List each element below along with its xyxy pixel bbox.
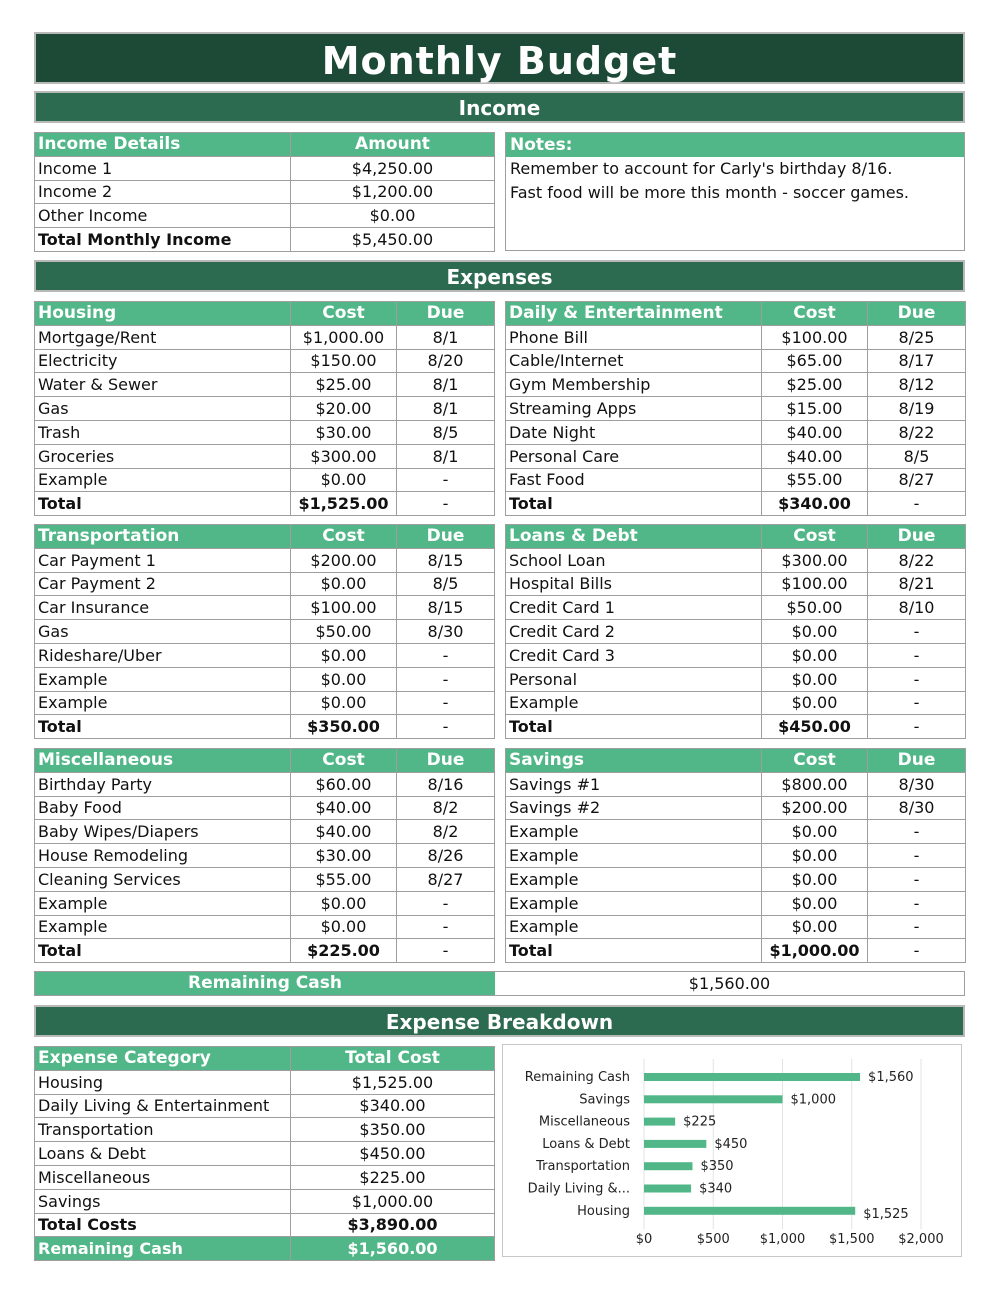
- x-tick-label: $500: [696, 1232, 730, 1247]
- total-row: [506, 939, 966, 963]
- data-label: $450: [714, 1136, 748, 1152]
- expense-cost: $0.00: [762, 667, 868, 691]
- notes-header: Notes:: [506, 133, 964, 157]
- miscellaneous-table: [34, 748, 495, 963]
- total-due: -: [868, 939, 966, 963]
- income-label: Other Income: [35, 204, 291, 228]
- expense-cost: $0.00: [762, 891, 868, 915]
- expense-label: Baby Food: [35, 796, 291, 820]
- expense-label: Gym Membership: [506, 373, 762, 397]
- expense-label: Fast Food: [506, 468, 762, 492]
- expense-label: Example: [35, 891, 291, 915]
- category-label: Miscellaneous: [35, 1165, 291, 1189]
- expense-due: 8/1: [397, 373, 495, 397]
- expense-cost: $40.00: [762, 420, 868, 444]
- expense-cost: $0.00: [291, 915, 397, 939]
- table-row: [506, 397, 966, 421]
- expense-due: 8/17: [868, 349, 966, 373]
- total-label: Total: [506, 939, 762, 963]
- income-table: [34, 132, 495, 252]
- expense-due: 8/2: [397, 796, 495, 820]
- expense-cost: $60.00: [291, 772, 397, 796]
- expense-cost: $100.00: [291, 596, 397, 620]
- expense-due: 8/1: [397, 444, 495, 468]
- expense-label: Trash: [35, 420, 291, 444]
- expense-due: -: [868, 691, 966, 715]
- expense-label: Gas: [35, 397, 291, 421]
- section-header: Savings: [506, 749, 762, 773]
- expense-cost: $30.00: [291, 844, 397, 868]
- table-row: [506, 620, 966, 644]
- category-label: Transportation: [35, 1118, 291, 1142]
- savings-table: [505, 748, 966, 963]
- section-header: Loans & Debt: [506, 525, 762, 549]
- category-cost: $1,525.00: [291, 1070, 495, 1094]
- total-cost: $340.00: [762, 492, 868, 516]
- total-costs-value: $3,890.00: [291, 1213, 495, 1237]
- loans-debt-table: [505, 524, 966, 739]
- expense-due: -: [397, 468, 495, 492]
- expense-label: Savings #2: [506, 796, 762, 820]
- bar: [644, 1185, 691, 1193]
- expense-due: -: [397, 891, 495, 915]
- table-row: [35, 915, 495, 939]
- breakdown-table: [34, 1046, 495, 1261]
- expense-cost: $15.00: [762, 397, 868, 421]
- expense-label: House Remodeling: [35, 844, 291, 868]
- expense-label: Birthday Party: [35, 772, 291, 796]
- expense-due: 8/1: [397, 325, 495, 349]
- income-amount: $0.00: [291, 204, 495, 228]
- total-label: Total: [506, 715, 762, 739]
- expense-due: -: [868, 643, 966, 667]
- table-row: [35, 180, 495, 204]
- total-due: -: [397, 492, 495, 516]
- expense-due: 8/30: [868, 772, 966, 796]
- table-row: [35, 349, 495, 373]
- due-header: Due: [868, 525, 966, 549]
- expense-label: Savings #1: [506, 772, 762, 796]
- table-row: [35, 867, 495, 891]
- expense-due: -: [868, 867, 966, 891]
- table-row: [506, 820, 966, 844]
- expense-label: Example: [506, 844, 762, 868]
- total-costs-row: [35, 1213, 495, 1237]
- expense-label: Example: [35, 691, 291, 715]
- expense-due: 8/22: [868, 548, 966, 572]
- table-row: [35, 772, 495, 796]
- total-income-label: Total Monthly Income: [35, 228, 291, 252]
- category-tick-label: Loans & Debt: [542, 1136, 630, 1152]
- housing-table: [34, 301, 495, 516]
- expense-label: Example: [35, 915, 291, 939]
- expense-cost: $0.00: [762, 691, 868, 715]
- expense-cost: $0.00: [762, 820, 868, 844]
- table-row: [35, 620, 495, 644]
- category-tick-label: Miscellaneous: [538, 1114, 630, 1130]
- expense-label: Electricity: [35, 349, 291, 373]
- table-row: [35, 1189, 495, 1213]
- table-row: [506, 349, 966, 373]
- section-header: Housing: [35, 302, 291, 326]
- expense-breakdown-chart: [502, 1044, 962, 1257]
- table-row: [506, 325, 966, 349]
- expense-due: -: [397, 691, 495, 715]
- category-label: Housing: [35, 1070, 291, 1094]
- table-row: [35, 548, 495, 572]
- table-row: [506, 867, 966, 891]
- expense-due: 8/5: [868, 444, 966, 468]
- expense-due: -: [397, 915, 495, 939]
- total-income-row: [35, 228, 495, 252]
- page-title: Monthly Budget: [34, 32, 965, 84]
- daily-entertainment-table: [505, 301, 966, 516]
- expense-cost: $0.00: [762, 867, 868, 891]
- expense-label: Gas: [35, 620, 291, 644]
- expense-label: Credit Card 2: [506, 620, 762, 644]
- expense-label: Example: [506, 891, 762, 915]
- transportation-table: [34, 524, 495, 739]
- expense-due: -: [397, 643, 495, 667]
- expense-cost: $65.00: [762, 349, 868, 373]
- expense-due: 8/26: [397, 844, 495, 868]
- table-row: [35, 397, 495, 421]
- bar-chart-svg: [503, 1045, 960, 1255]
- expenses-section-banner: Expenses: [34, 260, 965, 292]
- category-cost: $1,000.00: [291, 1189, 495, 1213]
- total-income-value: $5,450.00: [291, 228, 495, 252]
- income-amount: $4,250.00: [291, 156, 495, 180]
- category-cost: $450.00: [291, 1142, 495, 1166]
- expense-due: 8/21: [868, 572, 966, 596]
- expense-due: -: [868, 820, 966, 844]
- income-label: Income 2: [35, 180, 291, 204]
- expense-cost: $0.00: [291, 643, 397, 667]
- table-row: [35, 1165, 495, 1189]
- expense-due: 8/10: [868, 596, 966, 620]
- table-row: [35, 204, 495, 228]
- table-row: [35, 420, 495, 444]
- total-label: Total: [35, 939, 291, 963]
- section-header: Transportation: [35, 525, 291, 549]
- expense-cost: $800.00: [762, 772, 868, 796]
- expense-cost: $0.00: [762, 620, 868, 644]
- table-row: [506, 420, 966, 444]
- table-row: [506, 796, 966, 820]
- income-amount-header: Amount: [291, 133, 495, 157]
- remaining-cash-value: $1,560.00: [688, 974, 771, 993]
- total-cost: $450.00: [762, 715, 868, 739]
- table-row: [506, 691, 966, 715]
- due-header: Due: [397, 302, 495, 326]
- due-header: Due: [868, 302, 966, 326]
- expense-due: -: [868, 844, 966, 868]
- category-label: Daily Living & Entertainment: [35, 1094, 291, 1118]
- expense-label: Water & Sewer: [35, 373, 291, 397]
- table-row: [35, 1094, 495, 1118]
- expense-label: Baby Wipes/Diapers: [35, 820, 291, 844]
- bar: [644, 1207, 855, 1215]
- breakdown-remaining-label: Remaining Cash: [35, 1237, 291, 1261]
- breakdown-remaining-row: [35, 1237, 495, 1261]
- expense-due: 8/5: [397, 420, 495, 444]
- table-row: [35, 643, 495, 667]
- cost-header: Cost: [762, 302, 868, 326]
- cost-header: Cost: [762, 525, 868, 549]
- total-cost: $350.00: [291, 715, 397, 739]
- total-cost: $225.00: [291, 939, 397, 963]
- expense-due: -: [397, 667, 495, 691]
- total-cost: $1,000.00: [762, 939, 868, 963]
- x-tick-label: $1,500: [829, 1232, 875, 1247]
- total-label: Total: [35, 715, 291, 739]
- bar: [644, 1095, 783, 1103]
- notes-box: [505, 132, 965, 251]
- expense-cost: $0.00: [762, 915, 868, 939]
- income-section-banner: Income: [34, 91, 965, 123]
- table-row: [506, 643, 966, 667]
- total-label: Total: [506, 492, 762, 516]
- expense-cost: $25.00: [762, 373, 868, 397]
- expense-cost: $50.00: [291, 620, 397, 644]
- expense-due: -: [868, 915, 966, 939]
- category-tick-label: Remaining Cash: [524, 1070, 630, 1085]
- table-row: [35, 572, 495, 596]
- table-row: [35, 667, 495, 691]
- total-costs-label: Total Costs: [35, 1213, 291, 1237]
- expense-due: 8/15: [397, 596, 495, 620]
- table-row: [35, 1070, 495, 1094]
- expense-cost: $200.00: [762, 796, 868, 820]
- data-label: $225: [683, 1114, 717, 1130]
- expense-label: Phone Bill: [506, 325, 762, 349]
- total-row: [506, 715, 966, 739]
- expense-cost: $25.00: [291, 373, 397, 397]
- expense-label: Date Night: [506, 420, 762, 444]
- expense-due: 8/19: [868, 397, 966, 421]
- expense-cost: $0.00: [291, 667, 397, 691]
- total-row: [35, 715, 495, 739]
- category-label: Loans & Debt: [35, 1142, 291, 1166]
- expense-cost: $55.00: [762, 468, 868, 492]
- table-row: [35, 325, 495, 349]
- income-amount: $1,200.00: [291, 180, 495, 204]
- expense-label: Example: [506, 691, 762, 715]
- income-details-header: Income Details: [35, 133, 291, 157]
- remaining-cash-label: Remaining Cash: [35, 972, 495, 995]
- notes-line: Fast food will be more this month - soccer games.: [510, 183, 910, 202]
- cost-header: Cost: [762, 749, 868, 773]
- expense-due: -: [868, 667, 966, 691]
- table-row: [506, 572, 966, 596]
- expense-due: 8/2: [397, 820, 495, 844]
- expense-breakdown-banner: Expense Breakdown: [34, 1005, 965, 1037]
- table-row: [35, 1118, 495, 1142]
- x-tick-label: $2,000: [898, 1232, 944, 1247]
- bar: [644, 1162, 692, 1170]
- table-row: [506, 468, 966, 492]
- expense-label: Personal Care: [506, 444, 762, 468]
- expense-label: Car Insurance: [35, 596, 291, 620]
- expense-label: Credit Card 3: [506, 643, 762, 667]
- due-header: Due: [397, 525, 495, 549]
- expense-category-header: Expense Category: [35, 1047, 291, 1071]
- bar: [644, 1073, 860, 1081]
- table-row: [506, 373, 966, 397]
- bar: [644, 1118, 675, 1126]
- expense-due: 8/1: [397, 397, 495, 421]
- expense-due: 8/5: [397, 572, 495, 596]
- x-tick-label: $0: [635, 1232, 653, 1247]
- expense-due: 8/27: [397, 867, 495, 891]
- expense-label: Example: [506, 915, 762, 939]
- data-label: $1,525: [863, 1206, 909, 1222]
- category-tick-label: Daily Living &...: [527, 1181, 630, 1197]
- expense-cost: $1,000.00: [291, 325, 397, 349]
- expense-due: 8/25: [868, 325, 966, 349]
- expense-due: 8/22: [868, 420, 966, 444]
- table-row: [506, 548, 966, 572]
- total-row: [35, 939, 495, 963]
- expense-label: Personal: [506, 667, 762, 691]
- expense-cost: $40.00: [291, 796, 397, 820]
- total-cost-header: Total Cost: [291, 1047, 495, 1071]
- expense-label: Car Payment 2: [35, 572, 291, 596]
- table-row: [35, 156, 495, 180]
- expense-label: Example: [35, 667, 291, 691]
- expense-due: 8/12: [868, 373, 966, 397]
- table-row: [506, 891, 966, 915]
- table-row: [35, 468, 495, 492]
- table-row: [35, 691, 495, 715]
- table-row: [35, 1142, 495, 1166]
- category-cost: $350.00: [291, 1118, 495, 1142]
- expense-due: 8/30: [868, 796, 966, 820]
- expense-cost: $0.00: [291, 891, 397, 915]
- category-tick-label: Transportation: [536, 1159, 630, 1175]
- table-row: [506, 844, 966, 868]
- data-label: $1,560: [868, 1070, 914, 1085]
- expense-label: Hospital Bills: [506, 572, 762, 596]
- expense-label: Groceries: [35, 444, 291, 468]
- expense-due: 8/27: [868, 468, 966, 492]
- expense-cost: $30.00: [291, 420, 397, 444]
- breakdown-remaining-value: $1,560.00: [291, 1237, 495, 1261]
- total-row: [506, 492, 966, 516]
- data-label: $350: [700, 1159, 734, 1175]
- due-header: Due: [868, 749, 966, 773]
- expense-cost: $150.00: [291, 349, 397, 373]
- expense-cost: $300.00: [762, 548, 868, 572]
- expense-cost: $0.00: [291, 572, 397, 596]
- expense-label: Car Payment 1: [35, 548, 291, 572]
- expense-label: Cable/Internet: [506, 349, 762, 373]
- expense-cost: $100.00: [762, 572, 868, 596]
- total-due: -: [868, 715, 966, 739]
- expense-label: Example: [35, 468, 291, 492]
- table-row: [35, 596, 495, 620]
- total-cost: $1,525.00: [291, 492, 397, 516]
- expense-label: Mortgage/Rent: [35, 325, 291, 349]
- category-cost: $225.00: [291, 1165, 495, 1189]
- table-row: [35, 891, 495, 915]
- expense-due: 8/15: [397, 548, 495, 572]
- income-label: Income 1: [35, 156, 291, 180]
- expense-due: -: [868, 620, 966, 644]
- notes-line: Remember to account for Carly's birthday 8/16.: [510, 159, 893, 178]
- expense-cost: $20.00: [291, 397, 397, 421]
- cost-header: Cost: [291, 749, 397, 773]
- section-header: Miscellaneous: [35, 749, 291, 773]
- expense-cost: $0.00: [291, 691, 397, 715]
- expense-cost: $300.00: [291, 444, 397, 468]
- due-header: Due: [397, 749, 495, 773]
- expense-label: School Loan: [506, 548, 762, 572]
- total-row: [35, 492, 495, 516]
- remaining-cash-row: [34, 971, 965, 996]
- data-label: $1,000: [790, 1092, 836, 1108]
- cost-header: Cost: [291, 525, 397, 549]
- table-row: [35, 444, 495, 468]
- table-row: [506, 444, 966, 468]
- table-row: [506, 772, 966, 796]
- expense-due: -: [868, 891, 966, 915]
- category-label: Savings: [35, 1189, 291, 1213]
- expense-cost: $40.00: [762, 444, 868, 468]
- table-row: [35, 373, 495, 397]
- expense-due: 8/30: [397, 620, 495, 644]
- expense-label: Streaming Apps: [506, 397, 762, 421]
- table-row: [35, 796, 495, 820]
- expense-label: Example: [506, 867, 762, 891]
- expense-cost: $40.00: [291, 820, 397, 844]
- table-row: [506, 667, 966, 691]
- total-label: Total: [35, 492, 291, 516]
- expense-due: 8/20: [397, 349, 495, 373]
- expense-cost: $55.00: [291, 867, 397, 891]
- table-row: [35, 844, 495, 868]
- expense-cost: $0.00: [762, 844, 868, 868]
- total-due: -: [397, 939, 495, 963]
- total-due: -: [868, 492, 966, 516]
- category-tick-label: Savings: [579, 1092, 630, 1108]
- data-label: $340: [699, 1181, 733, 1197]
- bar: [644, 1140, 706, 1148]
- table-row: [35, 820, 495, 844]
- category-tick-label: Housing: [577, 1203, 630, 1219]
- expense-label: Example: [506, 820, 762, 844]
- table-row: [506, 915, 966, 939]
- x-tick-label: $1,000: [759, 1232, 806, 1247]
- cost-header: Cost: [291, 302, 397, 326]
- total-due: -: [397, 715, 495, 739]
- expense-cost: $50.00: [762, 596, 868, 620]
- section-header: Daily & Entertainment: [506, 302, 762, 326]
- category-cost: $340.00: [291, 1094, 495, 1118]
- expense-due: 8/16: [397, 772, 495, 796]
- expense-cost: $0.00: [291, 468, 397, 492]
- expense-cost: $0.00: [762, 643, 868, 667]
- expense-label: Cleaning Services: [35, 867, 291, 891]
- expense-cost: $100.00: [762, 325, 868, 349]
- expense-label: Credit Card 1: [506, 596, 762, 620]
- table-row: [506, 596, 966, 620]
- expense-cost: $200.00: [291, 548, 397, 572]
- expense-label: Rideshare/Uber: [35, 643, 291, 667]
